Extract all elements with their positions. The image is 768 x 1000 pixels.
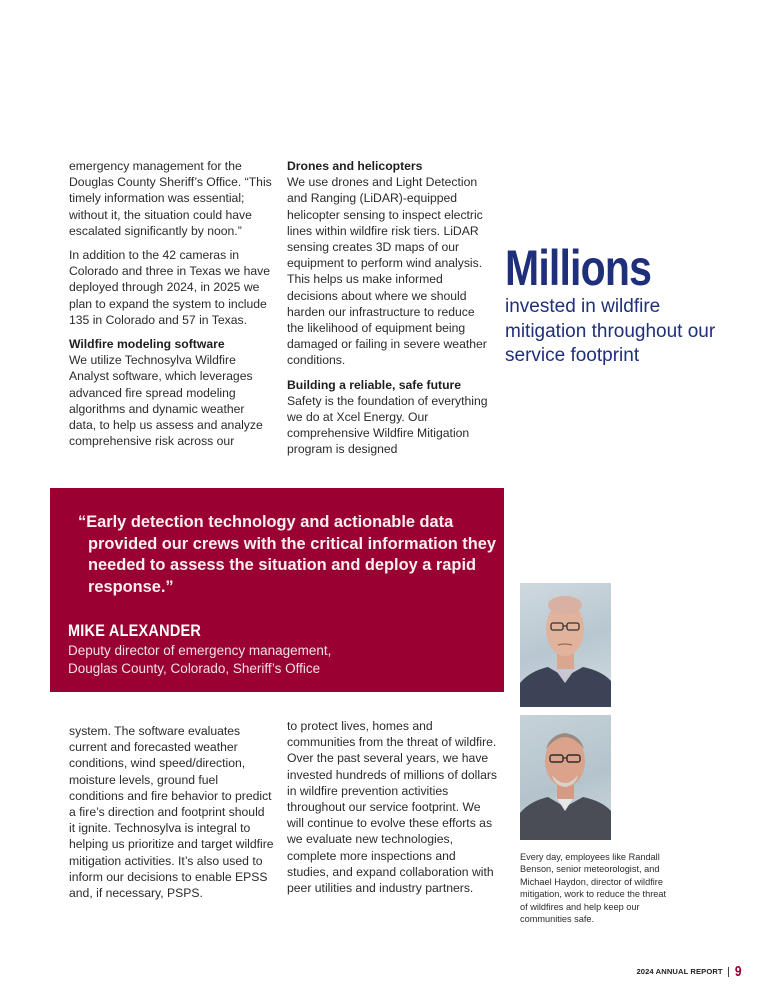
portrait-image <box>520 715 611 840</box>
portrait-image <box>520 583 611 707</box>
paragraph: to protect lives, homes and communities from the threat of wildfire. Over the past several years, we have invested hundreds of millions of dollars in wildfire prevention activities throughout our service footprint. We will continue to evolve these efforts as we evaluate new technologies, complete more inspections and studies, and expand collaboration with peer utilities and industry partners. <box>287 719 498 896</box>
body-column-2 <box>287 158 492 466</box>
quote-attribution-title <box>68 642 468 678</box>
report-title: 2024 ANNUAL REPORT <box>636 967 723 976</box>
footer-divider <box>728 967 729 977</box>
stat-callout <box>505 242 735 369</box>
paragraph: We use drones and Light Detection and Ranging (LiDAR)-equipped helicopter sensing to inspect electric lines within wildfire risk tiers. LiDAR sensing creates 3D maps of our equipment to perform wind analysis. This helps us make informed decisions about where we should harden our infrastructure to reduce the likelihood of equipment being damaged or failing in severe weather conditions. <box>287 175 487 368</box>
paragraph: emergency management for the Douglas County Sheriff’s Office. “This timely information was essential; without it, the situation could have escalated significantly by noon.” <box>69 159 272 238</box>
section-heading-drones: Drones and helicopters <box>287 159 423 173</box>
section-heading-safe-future: Building a reliable, safe future <box>287 377 462 392</box>
body-column-4 <box>287 718 497 904</box>
paragraph: In addition to the 42 cameras in Colorado and three in Texas we have deployed through 2024, in 2025 we plan to expand the system to include 135 in Colorado and 57 in Texas. <box>69 248 270 327</box>
employee-photo-michael-haydon <box>520 715 611 840</box>
stat-headline: Millions <box>505 240 652 296</box>
body-column-1 <box>69 158 274 457</box>
page-footer <box>636 963 742 980</box>
quote-text: “Early detection technology and actionable data provided our crews with the critical information they needed to assess the situation and deploy a rapid response.” <box>78 513 497 596</box>
paragraph: We utilize Technosylva Wildfire Analyst software, which leverages advanced fire spread modeling algorithms and dynamic weather data, to help us assess and analyze comprehensive risk across our <box>69 353 263 449</box>
photo-caption: Every day, employees like Randall Benson, senior meteorologist, and Michael Haydon, director of wildfire mitigation, work to reduce the threat of wildfires and help keep our communities safe. <box>520 852 667 925</box>
paragraph: system. The software evaluates current and forecasted weather conditions, wind speed/direction, moisture levels, ground fuel conditions and fire behavior to predict a fire’s direction and footprint should it ignite. Technosylva is integral to helping us prioritize and target wildfire mitigation activities. It’s also used to inform our decisions to enable EPSS and, if necessary, PSPS. <box>69 724 274 901</box>
quote-title-line: Douglas County, Colorado, Sheriff’s Office <box>68 661 321 676</box>
employee-photo-randall-benson <box>520 583 611 707</box>
paragraph: Safety is the foundation of everything we do at Xcel Energy. Our comprehensive Wildfire Mitigation program is designed <box>287 393 488 457</box>
quote-title-line: Deputy director of emergency management, <box>68 643 332 658</box>
body-column-3 <box>69 723 274 909</box>
quote-attribution-name: MIKE ALEXANDER <box>68 621 202 640</box>
stat-description: invested in wildfire mitigation throughout our service footprint <box>505 296 716 366</box>
pull-quote <box>50 488 504 692</box>
page-number: 9 <box>734 963 742 980</box>
section-heading-wildfire-modeling: Wildfire modeling software <box>69 337 225 352</box>
